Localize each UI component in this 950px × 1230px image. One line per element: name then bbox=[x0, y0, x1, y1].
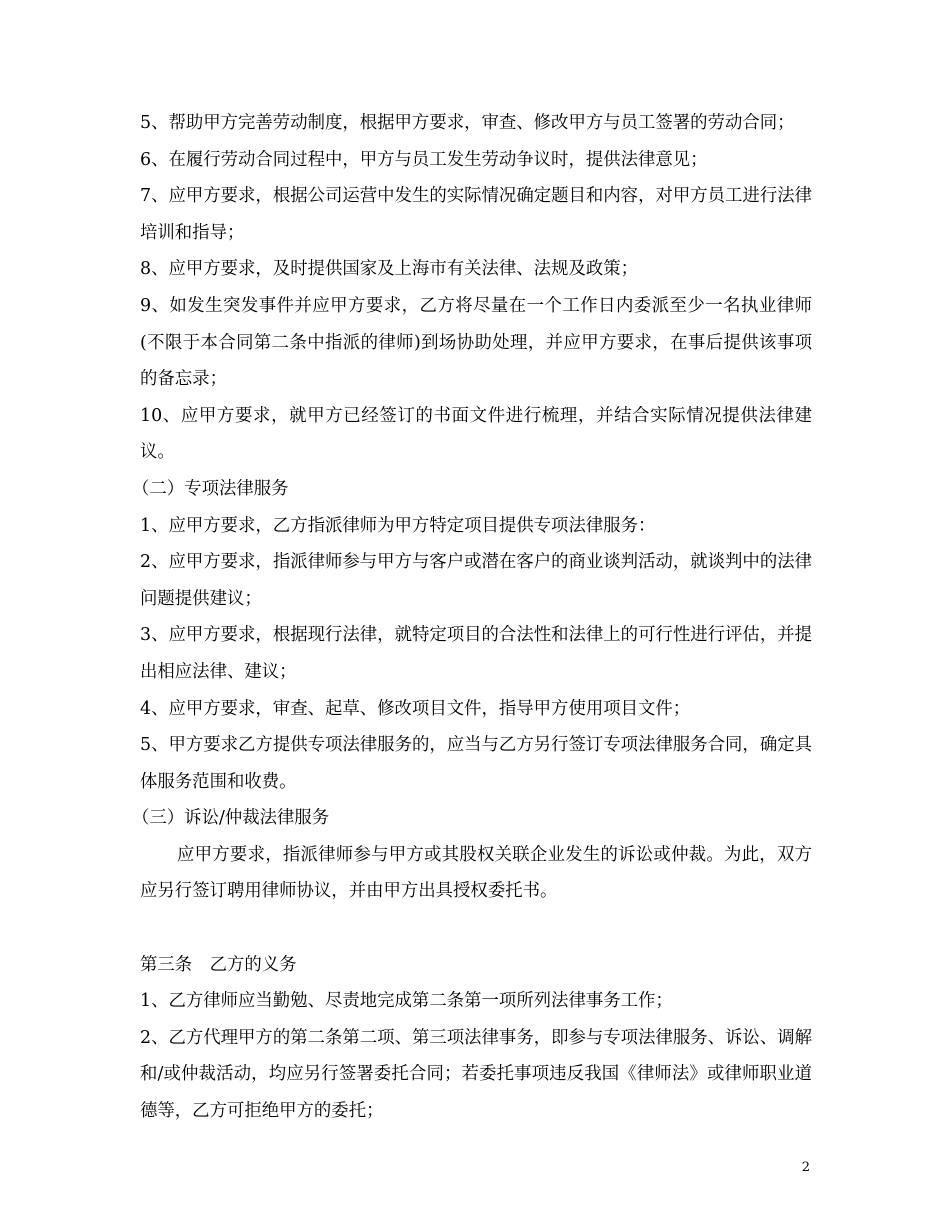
list-item-article3-1: 1、乙方律师应当勤勉、尽责地完成第二条第一项所列法律事务工作； bbox=[140, 991, 673, 1012]
blank-line bbox=[140, 910, 812, 947]
list-item-general-5: 5、帮助甲方完善劳动制度，根据甲方要求，审查、修改甲方与员工签署的劳动合同； bbox=[140, 113, 795, 133]
article-3-heading: 第三条 乙方的义务 bbox=[140, 954, 297, 975]
list-item-general-7: 7、应甲方要求，根据公司运营中发生的实际情况确定题目和内容，对甲方员工进行法律培训和指导； bbox=[140, 186, 812, 243]
page-number: 2 bbox=[801, 1160, 810, 1175]
list-item-article3-2: 2、乙方代理甲方的第二条第二项、第三项法律事务，即参与专项法律服务、诉讼、调解和/或仲裁活动，均应另行签署委托合同；若委托事项违反我国《律师法》或律师职业道德等，乙方可拒绝甲方的委托； bbox=[140, 1027, 812, 1122]
list-item-general-10: 10、应甲方要求，就甲方已经签订的书面文件进行梳理，并结合实际情况提供法律建议。 bbox=[140, 405, 812, 463]
section-heading-litigation: （三）诉讼/仲裁法律服务 bbox=[132, 808, 330, 829]
list-item-general-6: 6、在履行劳动合同过程中，甲方与员工发生劳动争议时，提供法律意见； bbox=[140, 149, 708, 170]
list-item-special-2: 2、应甲方要求，指派律师参与甲方与客户或潜在客户的商业谈判活动，就谈判中的法律问题提供建议； bbox=[140, 552, 812, 609]
litigation-paragraph: 应甲方要求，指派律师参与甲方或其股权关联企业发生的诉讼或仲裁。为此，双方应另行签订聘用律师协议，并由甲方出具授权委托书。 bbox=[140, 844, 812, 902]
section-heading-special-services: （二）专项法律服务 bbox=[132, 478, 289, 499]
list-item-special-4: 4、应甲方要求，审查、起草、修改项目文件，指导甲方使用项目文件； bbox=[140, 698, 691, 719]
list-item-special-3: 3、应甲方要求，根据现行法律，就特定项目的合法性和法律上的可行性进行评估，并提出相应法律、建议； bbox=[140, 625, 812, 682]
list-item-general-9: 9、如发生突发事件并应甲方要求，乙方将尽量在一个工作日内委派至少一名执业律师(不限于本合同第二条中指派的律师)到场协助处理，并应甲方要求，在事后提供该事项的备忘录； bbox=[140, 295, 812, 390]
list-item-special-1: 1、应甲方要求，乙方指派律师为甲方特定项目提供专项法律服务： bbox=[140, 515, 656, 536]
list-item-general-8: 8、应甲方要求，及时提供国家及上海市有关法律、法规及政策； bbox=[140, 259, 639, 280]
document-body bbox=[132, 105, 812, 1130]
list-item-special-5: 5、甲方要求乙方提供专项法律服务的，应当与乙方另行签订专项法律服务合同，确定具体服务范围和收费。 bbox=[140, 735, 812, 792]
